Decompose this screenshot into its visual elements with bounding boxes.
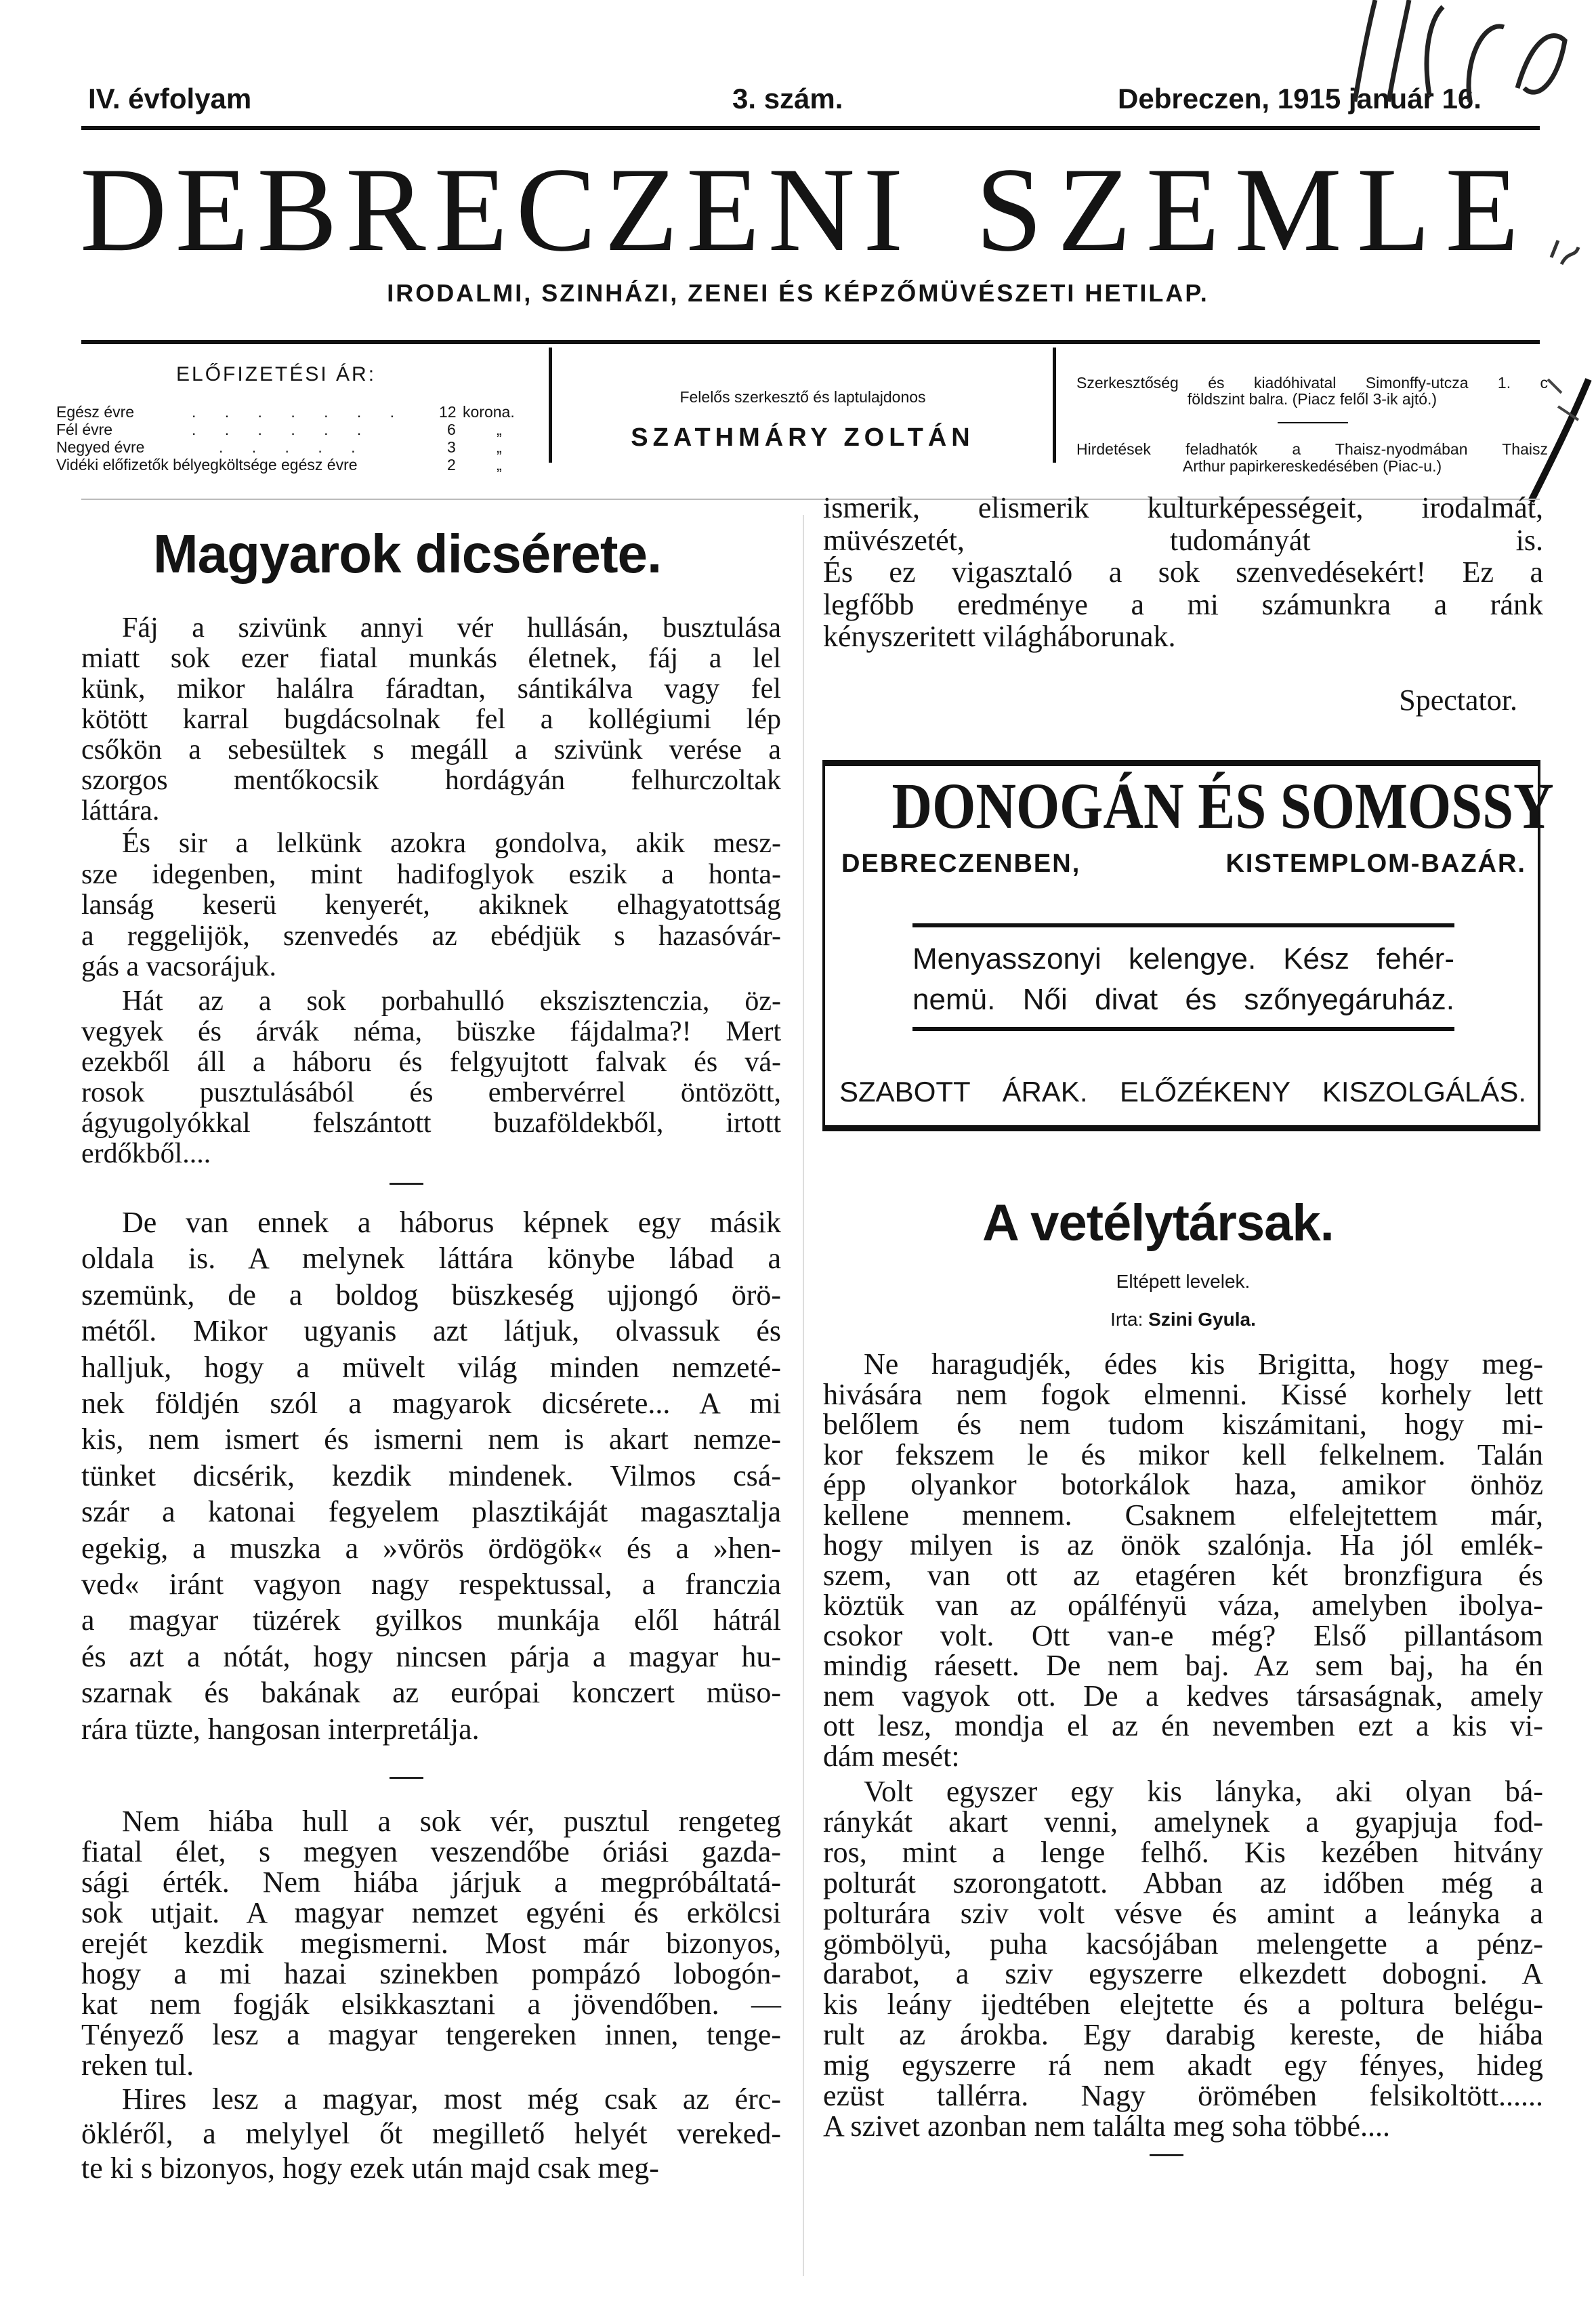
text-line: kényszeritett világháborunak. xyxy=(823,620,1176,653)
office-address-line-2: földszint balra. (Piacz felől 3-ik ajtó.) xyxy=(1187,390,1437,408)
text-line: tünket dicsérik, kezdik mindenek. Vilmos csá- xyxy=(81,1458,781,1492)
article-signature: Spectator. xyxy=(1399,684,1517,717)
masthead-subtitle: IRODALMI, SZINHÁZI, ZENEI ÉS KÉPZŐMÜVÉSZETI HETILAP. xyxy=(387,279,1209,307)
text-line: Ne haragudjék, édes kis Brigitta, hogy meg- xyxy=(864,1347,1543,1381)
text-line: köztük van az opálfényü váza, amelyben ibolya- xyxy=(823,1589,1543,1622)
masthead-title-word-2: SZEMLE xyxy=(975,142,1534,276)
text-line: belőlem és nem tudom kiszámitani, hogy mi- xyxy=(823,1408,1543,1441)
price-row xyxy=(56,403,530,421)
text-line: Fáj a szivünk annyi vér hullásán, busztulása xyxy=(122,612,781,644)
text-line: nem vagyok ott. De a kedves társaságnak, amely xyxy=(823,1679,1543,1713)
advertising-info-line-1: Hirdetések feladhatók a Thaisz-nyodmában Thaisz xyxy=(1076,440,1548,458)
article-paragraph xyxy=(81,828,781,983)
text-line: kor fekszem le és mikor kell felkelnem. Talán xyxy=(823,1437,1543,1471)
text-line: a magyar tüzérek gyilkos munkája elől hátrál xyxy=(81,1603,781,1637)
text-line: Tényező lesz a magyar tengereken innen, tenge- xyxy=(81,2018,781,2051)
price-amount: 2 xyxy=(447,456,456,474)
masthead-title-word-1: DEBRECZENI xyxy=(80,142,912,276)
text-line: lanság keserü kenyerét, akiknek elhagyatottság xyxy=(81,889,781,921)
text-line: egekig, a muszka a »vörös ördögök« és a »hen- xyxy=(81,1531,781,1565)
text-line: ismerik, elismerik kulturképességeit, irodalmát, xyxy=(823,491,1543,524)
advertiser-name: DONOGÁN ÉS SOMOSSY xyxy=(891,770,1554,842)
text-line: legfőbb eredménye a mi számunkra a ránk xyxy=(823,587,1543,621)
issue-number: 3. szám. xyxy=(732,83,843,114)
text-line: ved« iránt vagyon nagy respektussal, a franczia xyxy=(81,1568,781,1601)
text-line: ott lesz, mondja el az én nevemben ezt a kis vi- xyxy=(823,1709,1543,1742)
text-line: szár a katonai fegyelem plasztikáját magasztalja xyxy=(81,1495,781,1529)
text-line: mindig ráesett. De nem baj. Az sem baj, ha én xyxy=(823,1649,1543,1682)
editor-role: Felelős szerkesztő és laptulajdonos xyxy=(679,388,926,406)
text-line: ágyugolyókkal felszántott buzaföldekből, irtott xyxy=(81,1108,781,1139)
article-title: Magyarok dicsérete. xyxy=(153,524,662,584)
text-line: sági érték. Nem hiába járjuk a megpróbáltatá- xyxy=(81,1866,781,1899)
text-line: A szivet azonban nem találta meg soha többé.... xyxy=(823,2109,1390,2143)
text-line: oldala is. A melynek láttára könybe lábad a xyxy=(81,1242,781,1276)
column-divider xyxy=(1053,348,1056,463)
text-line: rosok pusztulásából és embervérrel öntözött, xyxy=(81,1077,781,1108)
text-line: kis, nem ismert és ismerni nem is akart nemze- xyxy=(81,1423,781,1456)
price-unit: „ xyxy=(497,456,502,474)
byline-prefix: Irta: xyxy=(1110,1309,1143,1330)
article-subtitle: Eltépett levelek. xyxy=(1116,1271,1251,1292)
price-amount: 12 xyxy=(439,403,457,421)
ad-text-line-2: nemü. Női divat és szőnyegáruház. xyxy=(912,983,1454,1016)
ad-text-line-1: Menyasszonyi kelengye. Kész fehér- xyxy=(912,942,1454,975)
text-line: erejét kezdik megismerni. Most már bizonyos, xyxy=(81,1927,781,1960)
text-line: szorgos mentőkocsik hordágyán felhurczoltak xyxy=(81,765,781,796)
text-line: hogy a mi hazai szinekben pompázó lobogón- xyxy=(81,1957,781,1990)
office-divider xyxy=(1278,422,1348,423)
text-line: vegyek és árvák néma, büszke fájdalma?! Mert xyxy=(81,1016,781,1047)
price-label: Fél évre xyxy=(56,421,113,438)
text-line: gás a vacsorájuk. xyxy=(81,951,277,982)
text-line: ránykát akart venni, amelynek a gyapjuja fod- xyxy=(823,1805,1543,1839)
price-row xyxy=(56,438,530,456)
text-line: láttára. xyxy=(81,795,160,826)
price-row xyxy=(56,421,530,438)
price-unit: korona. xyxy=(463,403,515,421)
article-byline xyxy=(823,1309,1543,1330)
text-line: künk, mikor halálra fáradtan, sántikálva vagy fel xyxy=(81,673,781,705)
text-line: dám mesét: xyxy=(823,1739,960,1773)
text-line: ros, mint a lenge felhő. Kis kezében hitvány xyxy=(823,1835,1543,1869)
text-line: polturára sziv volt vésve és amint a leányka a xyxy=(823,1896,1543,1930)
article-paragraph xyxy=(81,986,781,1169)
article-paragraph xyxy=(823,1777,1543,2142)
text-line: erdőkből.... xyxy=(81,1138,211,1169)
volume-label: IV. évfolyam xyxy=(88,83,252,114)
text-line: darabot, a sziv egyszerre elkezdett dobogni. A xyxy=(823,1957,1543,1991)
editor-name: SZATHMÁRY ZOLTÁN xyxy=(631,423,975,452)
text-line: De van ennek a háborus képnek egy másik xyxy=(122,1206,781,1239)
text-line: Volt egyszer egy kis lányka, aki olyan bá- xyxy=(864,1775,1543,1808)
ad-rule xyxy=(912,1027,1454,1031)
text-line: halljuk, hogy a müvelt világ minden nemzeté- xyxy=(81,1350,781,1384)
price-dots: . . . . . xyxy=(219,438,368,456)
ad-rule xyxy=(912,923,1454,927)
text-line: hivására nem fogok elmenni. Kissé korhely lett xyxy=(823,1377,1543,1411)
advertiser-city: DEBRECZENBEN, xyxy=(841,849,1081,878)
text-line: És ez vigasztaló a sok szenvedésekért! Ez a xyxy=(823,555,1543,589)
office-address-line-1: Szerkesztőség és kiadóhivatal Simonffy-utcza 1. c xyxy=(1076,374,1548,392)
text-line: fiatal élet, s megyen veszendőbe óriási gazda- xyxy=(81,1835,781,1868)
text-line: reken tul. xyxy=(81,2049,194,2082)
text-line: hogy milyen is az önök szalónja. Ha jól emlék- xyxy=(823,1528,1543,1561)
text-line: csőkön a sebesültek s megáll a szivünk verése a xyxy=(81,734,781,765)
article-paragraph xyxy=(81,613,781,826)
price-label: Negyed évre xyxy=(56,438,145,456)
masthead-rule xyxy=(81,340,1540,344)
text-line: szemünk, de a boldog büszkeség ujjongó örö- xyxy=(81,1278,781,1311)
article-title: A vetélytársak. xyxy=(982,1194,1334,1252)
article-paragraph xyxy=(81,1806,781,2080)
text-line: polturát szorongatott. Abban az időben még a xyxy=(823,1866,1543,1899)
handwritten-annotation-icon xyxy=(1328,0,1596,515)
ad-slogan: SZABOTT ÁRAK. ELŐZÉKENY KISZOLGÁLÁS. xyxy=(839,1076,1526,1108)
text-line: kötött karral bugdácsolnak fel a kollégiumi lép xyxy=(81,704,781,735)
text-line: mig egyszerre rá nem akadt egy fényes, hideg xyxy=(823,2049,1543,2082)
text-line: métől. Mikor ugyanis azt látjuk, olvassuk és xyxy=(81,1314,781,1348)
text-line: szarnak és bakának az európai konczert müso- xyxy=(81,1676,781,1710)
text-line: Hires lesz a magyar, most még csak az érc- xyxy=(122,2082,781,2116)
section-separator xyxy=(390,1777,423,1779)
price-dots: . . . . . . xyxy=(192,421,374,438)
text-line: rára tüzte, hangosan interpretálja. xyxy=(81,1712,480,1746)
price-unit: „ xyxy=(497,438,502,456)
text-line: a reggelijök, szenvedés az ebédjük s hazasóvár- xyxy=(81,920,781,952)
price-label: Egész évre xyxy=(56,403,135,421)
section-separator xyxy=(1150,2154,1183,2156)
text-line: És sir a lelkünk azokra gondolva, akik mesz- xyxy=(122,828,781,859)
article-paragraph xyxy=(823,1349,1543,1771)
price-label: Vidéki előfizetők bélyegköltsége egész évre xyxy=(56,456,358,474)
price-amount: 6 xyxy=(447,421,456,438)
text-line: te ki s bizonyos, hogy ezek után majd csak meg- xyxy=(81,2151,659,2185)
author-name: Szini Gyula. xyxy=(1148,1309,1256,1330)
text-line: sok utjait. A magyar nemzet egyéni és erkölcsi xyxy=(81,1896,781,1929)
text-line: nek földjén szól a magyarok dicsérete... A mi xyxy=(81,1387,781,1421)
text-line: gömbölyü, puha kacsójában melengette a pénz- xyxy=(823,1927,1543,1960)
price-row xyxy=(56,456,530,474)
article-paragraph xyxy=(81,2082,781,2185)
text-line: ökléről, a melylyel őt megillető helyét vereked- xyxy=(81,2117,781,2150)
price-amount: 3 xyxy=(447,438,456,456)
text-line: és azt a nótát, hogy nincsen párja a magyar hu- xyxy=(81,1639,781,1673)
text-line: csokor volt. Ott van-e még? Első pillantásom xyxy=(823,1618,1543,1652)
article-paragraph xyxy=(81,1204,781,1747)
text-line: épp olyankor botorkálok haza, amikor önhöz xyxy=(823,1468,1543,1501)
price-dots: . . . . . . . xyxy=(192,403,407,421)
column-gutter xyxy=(803,515,804,2276)
text-line: Hát az a sok porbahulló ekszisztenczia, öz- xyxy=(122,986,781,1017)
section-separator xyxy=(390,1183,423,1185)
text-line: Nem hiába hull a sok vér, pusztul rengeteg xyxy=(122,1805,781,1838)
text-line: kellene mennem. Csaknem elfelejtettem már, xyxy=(823,1498,1543,1532)
price-unit: „ xyxy=(497,421,502,438)
text-line: rult az árokba. Egy darabig kereste, de hiába xyxy=(823,2018,1543,2052)
article-paragraph-continued xyxy=(823,492,1543,653)
advertising-info-line-2: Arthur papirkereskedésében (Piac-u.) xyxy=(1182,457,1442,475)
advertiser-location xyxy=(841,849,1526,879)
text-line: ezüst tallérra. Nagy örömében felsikoltött...... xyxy=(823,2079,1543,2113)
text-line: müvészetét, tudományát is. xyxy=(823,523,1543,557)
dateline: Debreczen, 1915 január 16. xyxy=(1118,83,1482,114)
text-line: kis leány ijedtében elejtette és a poltura belégu- xyxy=(823,1988,1543,2021)
subscription-heading: ELŐFIZETÉSI ÁR: xyxy=(176,363,377,385)
text-line: ezekből áll a háboru és felgyujtott falvak és vá- xyxy=(81,1047,781,1078)
text-line: szem, van ott az etagéren két bronzfigura és xyxy=(823,1558,1543,1592)
top-rule xyxy=(81,126,1540,130)
advertiser-bazaar: KISTEMPLOM-BAZÁR. xyxy=(1225,849,1526,878)
text-line: miatt sok ezer fiatal munkás életnek, fáj a lel xyxy=(81,643,781,674)
text-line: kat nem fogják elsikkasztani a jövendőben. — xyxy=(81,1988,781,2021)
text-line: sze idegenben, mint hadifoglyok eszik a honta- xyxy=(81,858,781,890)
